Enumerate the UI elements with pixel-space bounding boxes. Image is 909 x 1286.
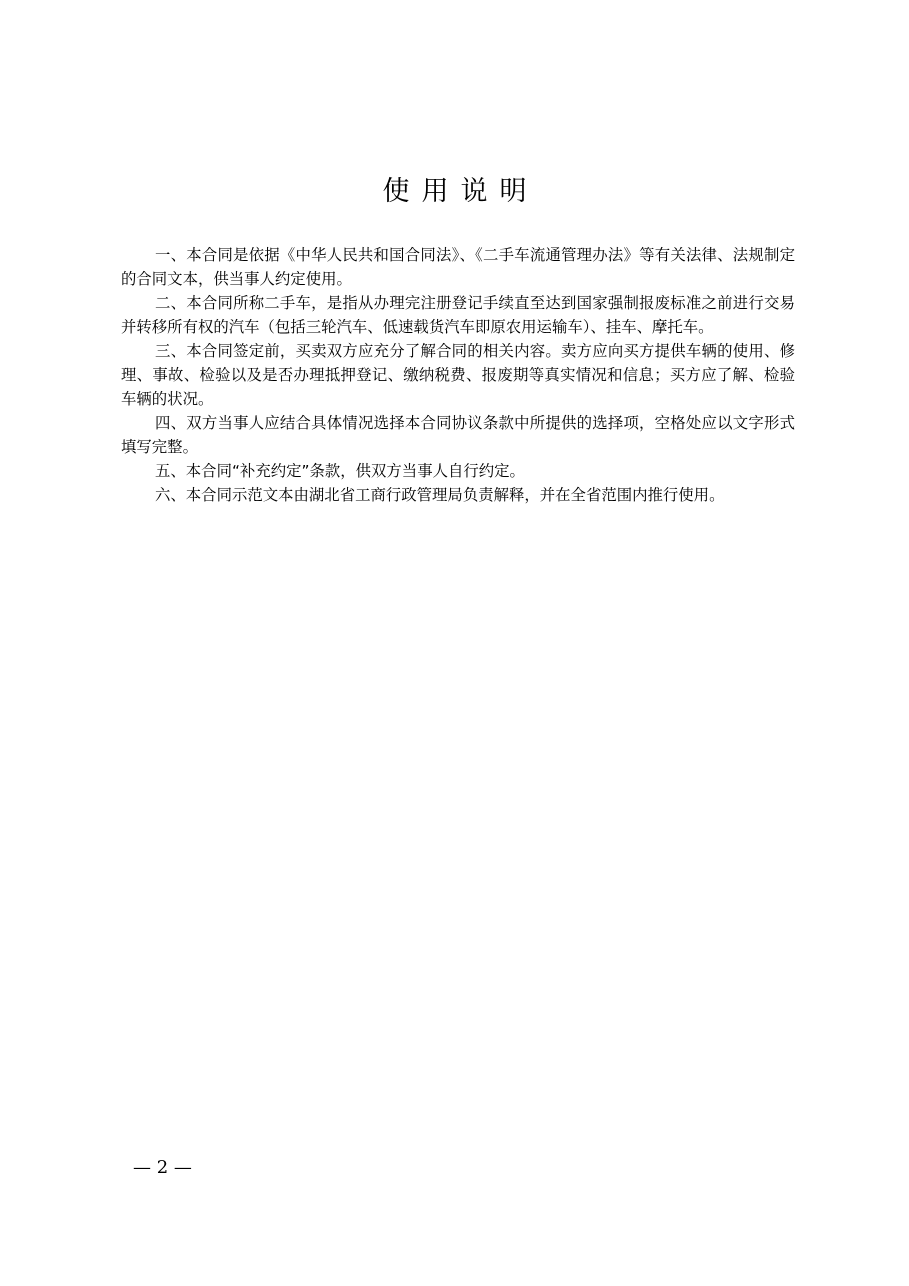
- instruction-paragraph-4: 四、双方当事人应结合具体情况选择本合同协议条款中所提供的选择项，空格处应以文字形式填写完整。: [121, 414, 795, 456]
- page-number: — 2 —: [133, 1157, 192, 1178]
- instruction-paragraph-1: 一、本合同是依据《中华人民共和国合同法》、《二手车流通管理办法》等有关法律、法规制定的合同文本，供当事人约定使用。: [121, 246, 795, 288]
- instruction-paragraph-5: 五、本合同“补充约定”条款，供双方当事人自行约定。: [155, 462, 525, 480]
- instruction-paragraph-3: 三、本合同签定前，买卖双方应充分了解合同的相关内容。卖方应向买方提供车辆的使用、修理、事故、检验以及是否办理抵押登记、缴纳税费、报废期等真实情况和信息；买方应了解、检验车辆的状况。: [121, 342, 795, 408]
- instructions-body: [121, 243, 795, 507]
- instruction-paragraph-2: 二、本合同所称二手车，是指从办理完注册登记手续直至达到国家强制报废标准之前进行交易并转移所有权的汽车（包括三轮汽车、低速载货汽车即原农用运输车）、挂车、摩托车。: [121, 294, 795, 336]
- page-title: 使用说明: [382, 176, 539, 207]
- instruction-paragraph-6: 六、本合同示范文本由湖北省工商行政管理局负责解释，并在全省范围内推行使用。: [155, 486, 725, 504]
